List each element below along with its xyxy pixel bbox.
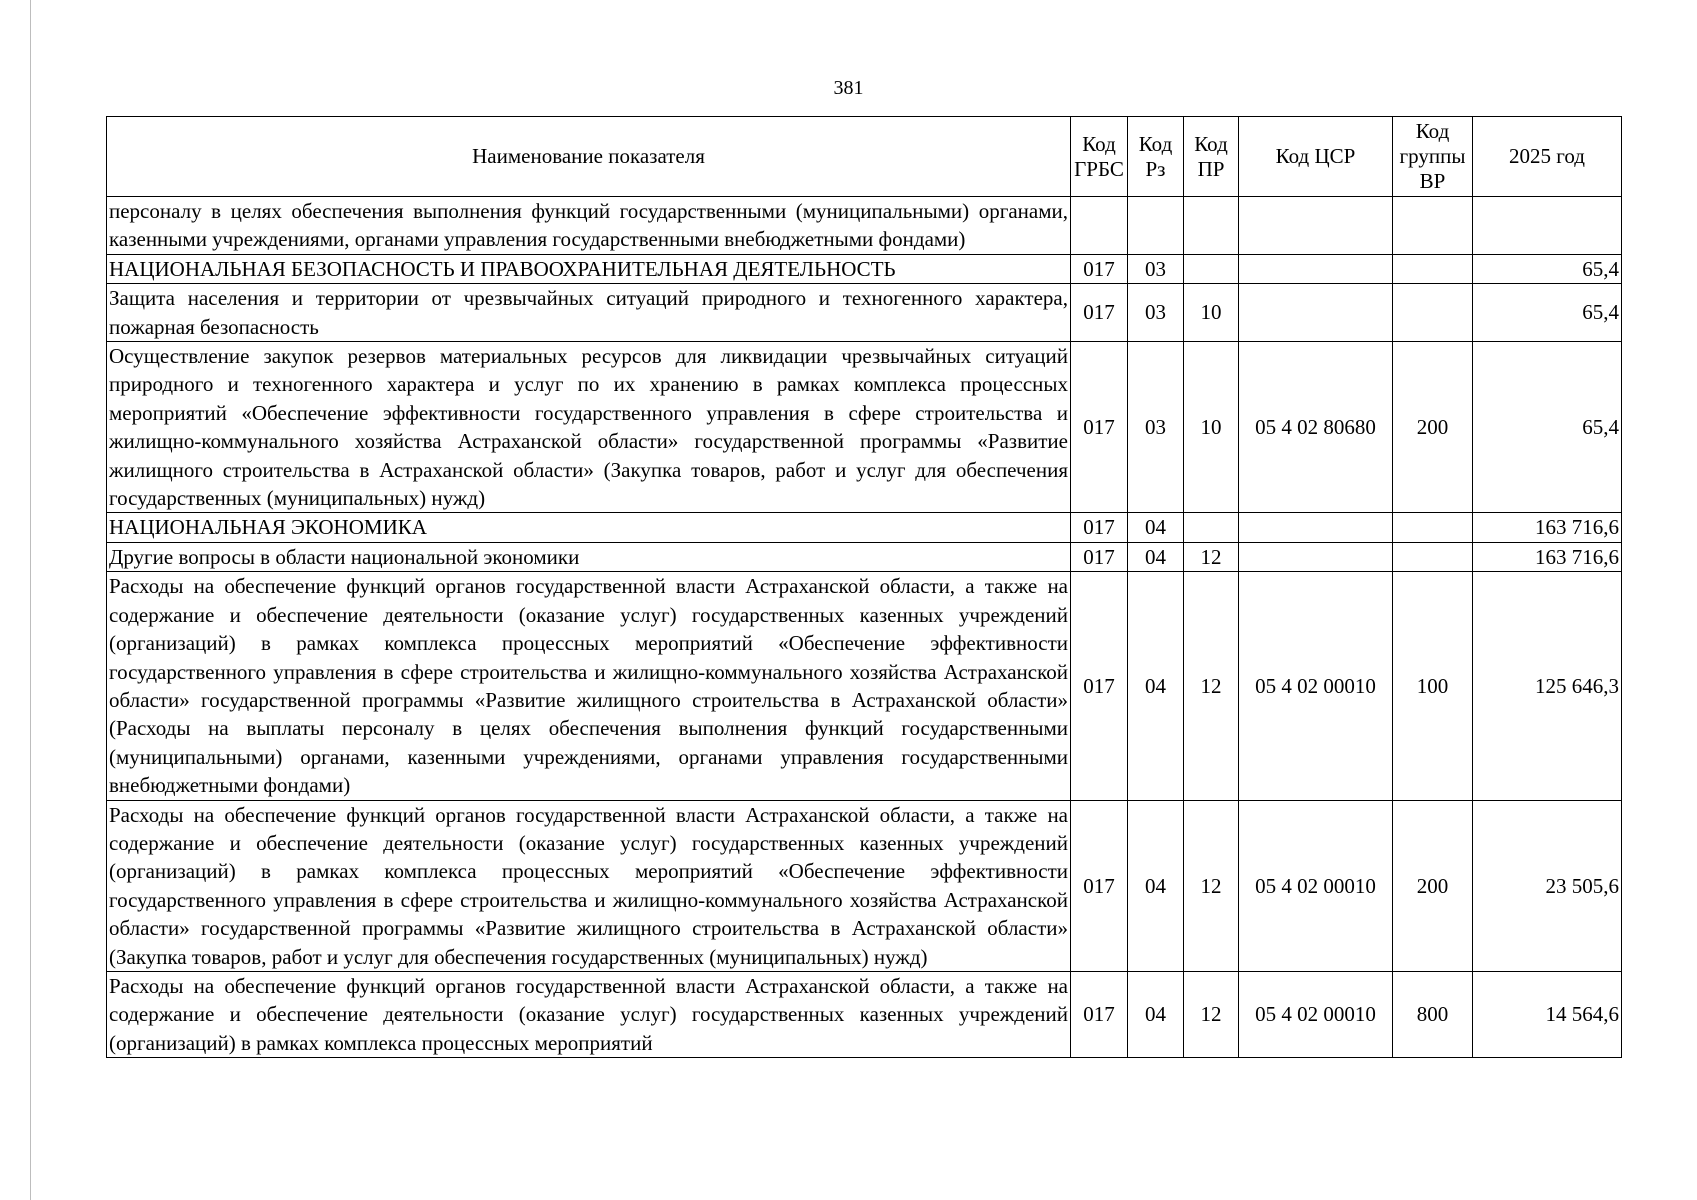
row-grbs: 017 xyxy=(1071,971,1128,1057)
row-grbs: 017 xyxy=(1071,342,1128,513)
row-grbs: 017 xyxy=(1071,800,1128,971)
row-csr xyxy=(1239,513,1393,542)
row-pr xyxy=(1184,197,1239,255)
row-pr: 12 xyxy=(1184,572,1239,800)
row-grbs: 017 xyxy=(1071,284,1128,342)
row-grbs: 017 xyxy=(1071,254,1128,283)
row-pr: 12 xyxy=(1184,971,1239,1057)
row-grbs xyxy=(1071,197,1128,255)
row-rz: 04 xyxy=(1128,971,1184,1057)
table-row xyxy=(107,572,1622,800)
header-name: Наименование показателя xyxy=(107,117,1071,197)
row-vr xyxy=(1393,513,1473,542)
row-name: персоналу в целях обеспечения выполнения функций государственными (муниципальными) органами, казенными учреждениями, органами управления государственными внебюджетными фондами) xyxy=(107,197,1071,255)
row-amount: 23 505,6 xyxy=(1473,800,1622,971)
row-name: Расходы на обеспечение функций органов государственной власти Астраханской области, а также на содержание и обеспечение деятельности (оказание услуг) государственных казенных учреждений (организаций) в рамках комплекса процессных мероприятий xyxy=(107,971,1071,1057)
row-grbs: 017 xyxy=(1071,513,1128,542)
row-csr xyxy=(1239,197,1393,255)
row-grbs: 017 xyxy=(1071,572,1128,800)
row-rz: 03 xyxy=(1128,254,1184,283)
row-pr xyxy=(1184,254,1239,283)
budget-table xyxy=(106,116,1622,1058)
row-name: Расходы на обеспечение функций органов государственной власти Астраханской области, а также на содержание и обеспечение деятельности (оказание услуг) государственных казенных учреждений (организаций) в рамках комплекса процессных мероприятий «Обеспечение эффективности государственного управления в сфере строительства и жилищно-коммунального хозяйства Астраханской области» государственной программы «Развитие жилищного строительства в Астраханской области» (Расходы на выплаты персоналу в целях обеспечения выполнения функций государственными (муниципальными) органами, казенными учреждениями, органами управления государственными внебюджетными фондами) xyxy=(107,572,1071,800)
row-rz: 03 xyxy=(1128,284,1184,342)
row-rz: 04 xyxy=(1128,513,1184,542)
row-vr xyxy=(1393,197,1473,255)
row-rz: 03 xyxy=(1128,342,1184,513)
row-amount: 65,4 xyxy=(1473,342,1622,513)
row-vr xyxy=(1393,254,1473,283)
row-rz: 04 xyxy=(1128,542,1184,571)
row-csr xyxy=(1239,284,1393,342)
table-row xyxy=(107,542,1622,571)
scan-edge-line xyxy=(30,0,31,1200)
header-rz: Код Рз xyxy=(1128,117,1184,197)
row-name: Другие вопросы в области национальной экономики xyxy=(107,542,1071,571)
row-name: НАЦИОНАЛЬНАЯ БЕЗОПАСНОСТЬ И ПРАВООХРАНИТЕЛЬНАЯ ДЕЯТЕЛЬНОСТЬ xyxy=(107,254,1071,283)
table-row xyxy=(107,971,1622,1057)
row-vr: 100 xyxy=(1393,572,1473,800)
row-amount: 163 716,6 xyxy=(1473,542,1622,571)
row-rz: 04 xyxy=(1128,800,1184,971)
row-csr: 05 4 02 00010 xyxy=(1239,800,1393,971)
row-vr xyxy=(1393,542,1473,571)
row-name: Защита населения и территории от чрезвычайных ситуаций природного и техногенного характера, пожарная безопасность xyxy=(107,284,1071,342)
row-csr: 05 4 02 00010 xyxy=(1239,572,1393,800)
row-amount: 65,4 xyxy=(1473,284,1622,342)
header-grbs: Код ГРБС xyxy=(1071,117,1128,197)
header-pr: Код ПР xyxy=(1184,117,1239,197)
row-amount: 163 716,6 xyxy=(1473,513,1622,542)
row-amount xyxy=(1473,197,1622,255)
table-row xyxy=(107,342,1622,513)
row-vr: 800 xyxy=(1393,971,1473,1057)
row-pr xyxy=(1184,513,1239,542)
row-csr xyxy=(1239,542,1393,571)
row-csr: 05 4 02 80680 xyxy=(1239,342,1393,513)
row-rz xyxy=(1128,197,1184,255)
table-header-row xyxy=(107,117,1622,197)
row-pr: 12 xyxy=(1184,800,1239,971)
row-rz: 04 xyxy=(1128,572,1184,800)
table-row xyxy=(107,254,1622,283)
row-pr: 12 xyxy=(1184,542,1239,571)
row-name: Осуществление закупок резервов материальных ресурсов для ликвидации чрезвычайных ситуаций природного и техногенного характера и услуг по их хранению в рамках комплекса процессных мероприятий «Обеспечение эффективности государственного управления в сфере строительства и жилищно-коммунального хозяйства Астраханской области» государственной программы «Развитие жилищного строительства в Астраханской области» (Закупка товаров, работ и услуг для обеспечения государственных (муниципальных) нужд) xyxy=(107,342,1071,513)
row-csr xyxy=(1239,254,1393,283)
row-csr: 05 4 02 00010 xyxy=(1239,971,1393,1057)
row-vr: 200 xyxy=(1393,342,1473,513)
row-pr: 10 xyxy=(1184,284,1239,342)
table-row xyxy=(107,197,1622,255)
row-pr: 10 xyxy=(1184,342,1239,513)
row-name: НАЦИОНАЛЬНАЯ ЭКОНОМИКА xyxy=(107,513,1071,542)
row-amount: 14 564,6 xyxy=(1473,971,1622,1057)
page-number: 381 xyxy=(833,77,864,99)
row-grbs: 017 xyxy=(1071,542,1128,571)
table-row xyxy=(107,800,1622,971)
row-amount: 65,4 xyxy=(1473,254,1622,283)
header-csr: Код ЦСР xyxy=(1239,117,1393,197)
table-row xyxy=(107,284,1622,342)
row-vr xyxy=(1393,284,1473,342)
header-vr: Код группы ВР xyxy=(1393,117,1473,197)
table-row xyxy=(107,513,1622,542)
header-year: 2025 год xyxy=(1473,117,1622,197)
row-name: Расходы на обеспечение функций органов государственной власти Астраханской области, а также на содержание и обеспечение деятельности (оказание услуг) государственных казенных учреждений (организаций) в рамках комплекса процессных мероприятий «Обеспечение эффективности государственного управления в сфере строительства и жилищно-коммунального хозяйства Астраханской области» государственной программы «Развитие жилищного строительства в Астраханской области» (Закупка товаров, работ и услуг для обеспечения государственных (муниципальных) нужд) xyxy=(107,800,1071,971)
row-amount: 125 646,3 xyxy=(1473,572,1622,800)
row-vr: 200 xyxy=(1393,800,1473,971)
